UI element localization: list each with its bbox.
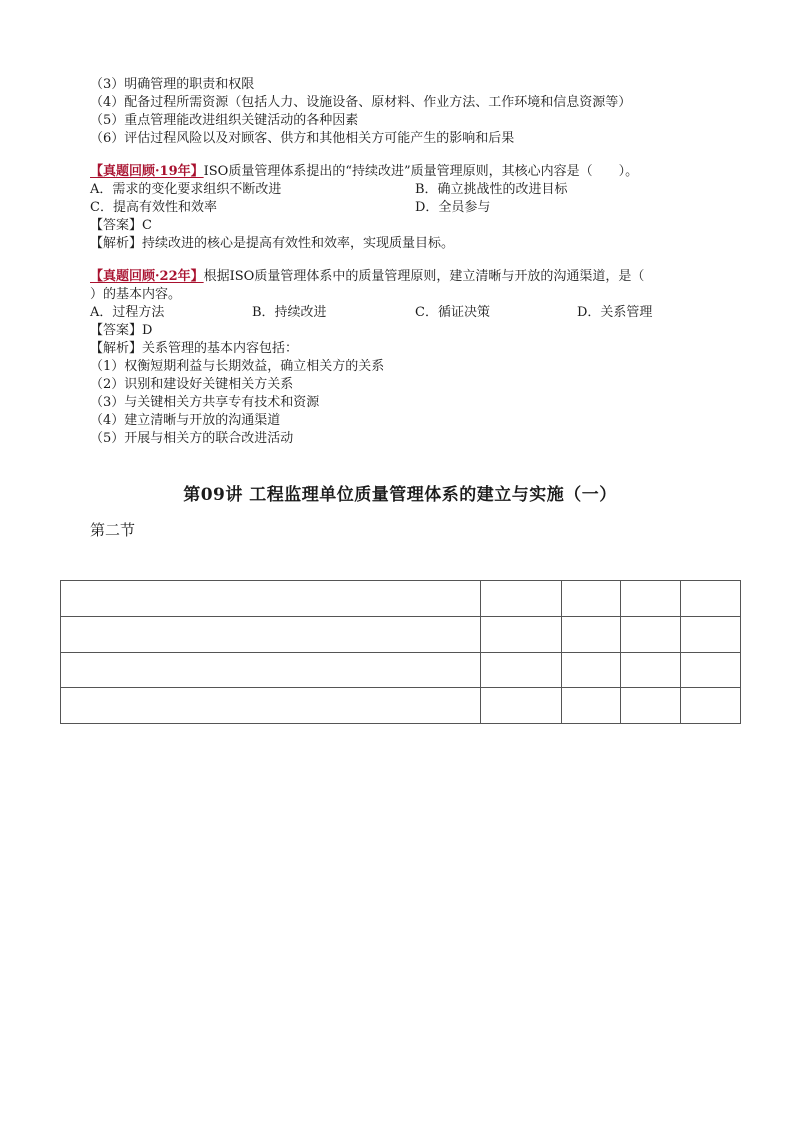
table-row <box>61 616 741 652</box>
question-19-options-row1 <box>90 181 568 199</box>
option-b: B．持续改进 <box>252 305 327 320</box>
question-22-tag: 【真题回顾·22年】 <box>90 269 204 284</box>
table-row <box>61 581 741 617</box>
table-cell <box>562 688 621 724</box>
question-22-answer: 【答案】D <box>90 323 153 338</box>
question-19-text: ISO质量管理体系提出的“持续改进”质量管理原则，其核心内容是（ ）。 <box>203 164 639 179</box>
question-22-text: 根据ISO质量管理体系中的质量管理原则，建立清晰与开放的沟通渠道，是（ <box>203 269 645 284</box>
table-cell <box>621 652 681 688</box>
principle-item: （5）重点管理能改进组织关键活动的各种因素 <box>90 113 359 128</box>
question-19-stem <box>90 163 638 181</box>
table-cell <box>621 616 681 652</box>
question-22-stem-cont: ）的基本内容。 <box>90 287 182 302</box>
table-cell <box>481 688 562 724</box>
option-c: C．提高有效性和效率 <box>90 200 217 215</box>
option-c: C．循证决策 <box>415 305 490 320</box>
lecture-heading: 第09讲 工程监理单位质量管理体系的建立与实施（一） <box>183 485 617 505</box>
table-cell <box>61 581 481 617</box>
principle-item: （3）明确管理的职责和权限 <box>90 77 255 92</box>
question-19-options-row2 <box>90 199 490 217</box>
question-19-tag: 【真题回顾·19年】 <box>90 164 204 179</box>
table-row <box>61 688 741 724</box>
table-cell <box>562 581 621 617</box>
question-22-options <box>90 304 652 322</box>
option-d: D．关系管理 <box>577 305 653 320</box>
option-a: A．过程方法 <box>90 305 165 320</box>
empty-table <box>60 580 741 724</box>
analysis-point: （5）开展与相关方的联合改进活动 <box>90 431 294 446</box>
option-b: B．确立挑战性的改进目标 <box>415 182 568 197</box>
table-cell <box>481 581 562 617</box>
option-a: A．需求的变化要求组织不断改进 <box>90 182 282 197</box>
table-row <box>61 652 741 688</box>
table-cell <box>481 616 562 652</box>
option-d: D．全员参与 <box>415 200 491 215</box>
analysis-point: （2）识别和建设好关键相关方关系 <box>90 377 294 392</box>
table-cell <box>621 581 681 617</box>
question-22-analysis: 【解析】关系管理的基本内容包括： <box>90 341 299 356</box>
table-cell <box>681 688 741 724</box>
question-22-stem <box>90 268 644 286</box>
question-19-answer: 【答案】C <box>90 218 152 233</box>
analysis-point: （1）权衡短期利益与长期效益，确立相关方的关系 <box>90 359 385 374</box>
table-cell <box>562 652 621 688</box>
principle-item: （4）配备过程所需资源（包括人力、设施设备、原材料、作业方法、工作环境和信息资源等） <box>90 95 632 110</box>
table-cell <box>61 616 481 652</box>
question-19-analysis: 【解析】持续改进的核心是提高有效性和效率，实现质量目标。 <box>90 236 455 251</box>
analysis-point: （3）与关键相关方共享专有技术和资源 <box>90 395 320 410</box>
table-cell <box>562 616 621 652</box>
principle-item: （6）评估过程风险以及对顾客、供方和其他相关方可能产生的影响和后果 <box>90 131 515 146</box>
table-cell <box>681 616 741 652</box>
table-cell <box>61 688 481 724</box>
table-cell <box>61 652 481 688</box>
table-cell <box>481 652 562 688</box>
analysis-point: （4）建立清晰与开放的沟通渠道 <box>90 413 281 428</box>
table-cell <box>681 652 741 688</box>
section-title: 第二节 <box>90 521 136 539</box>
table-cell <box>681 581 741 617</box>
table-cell <box>621 688 681 724</box>
